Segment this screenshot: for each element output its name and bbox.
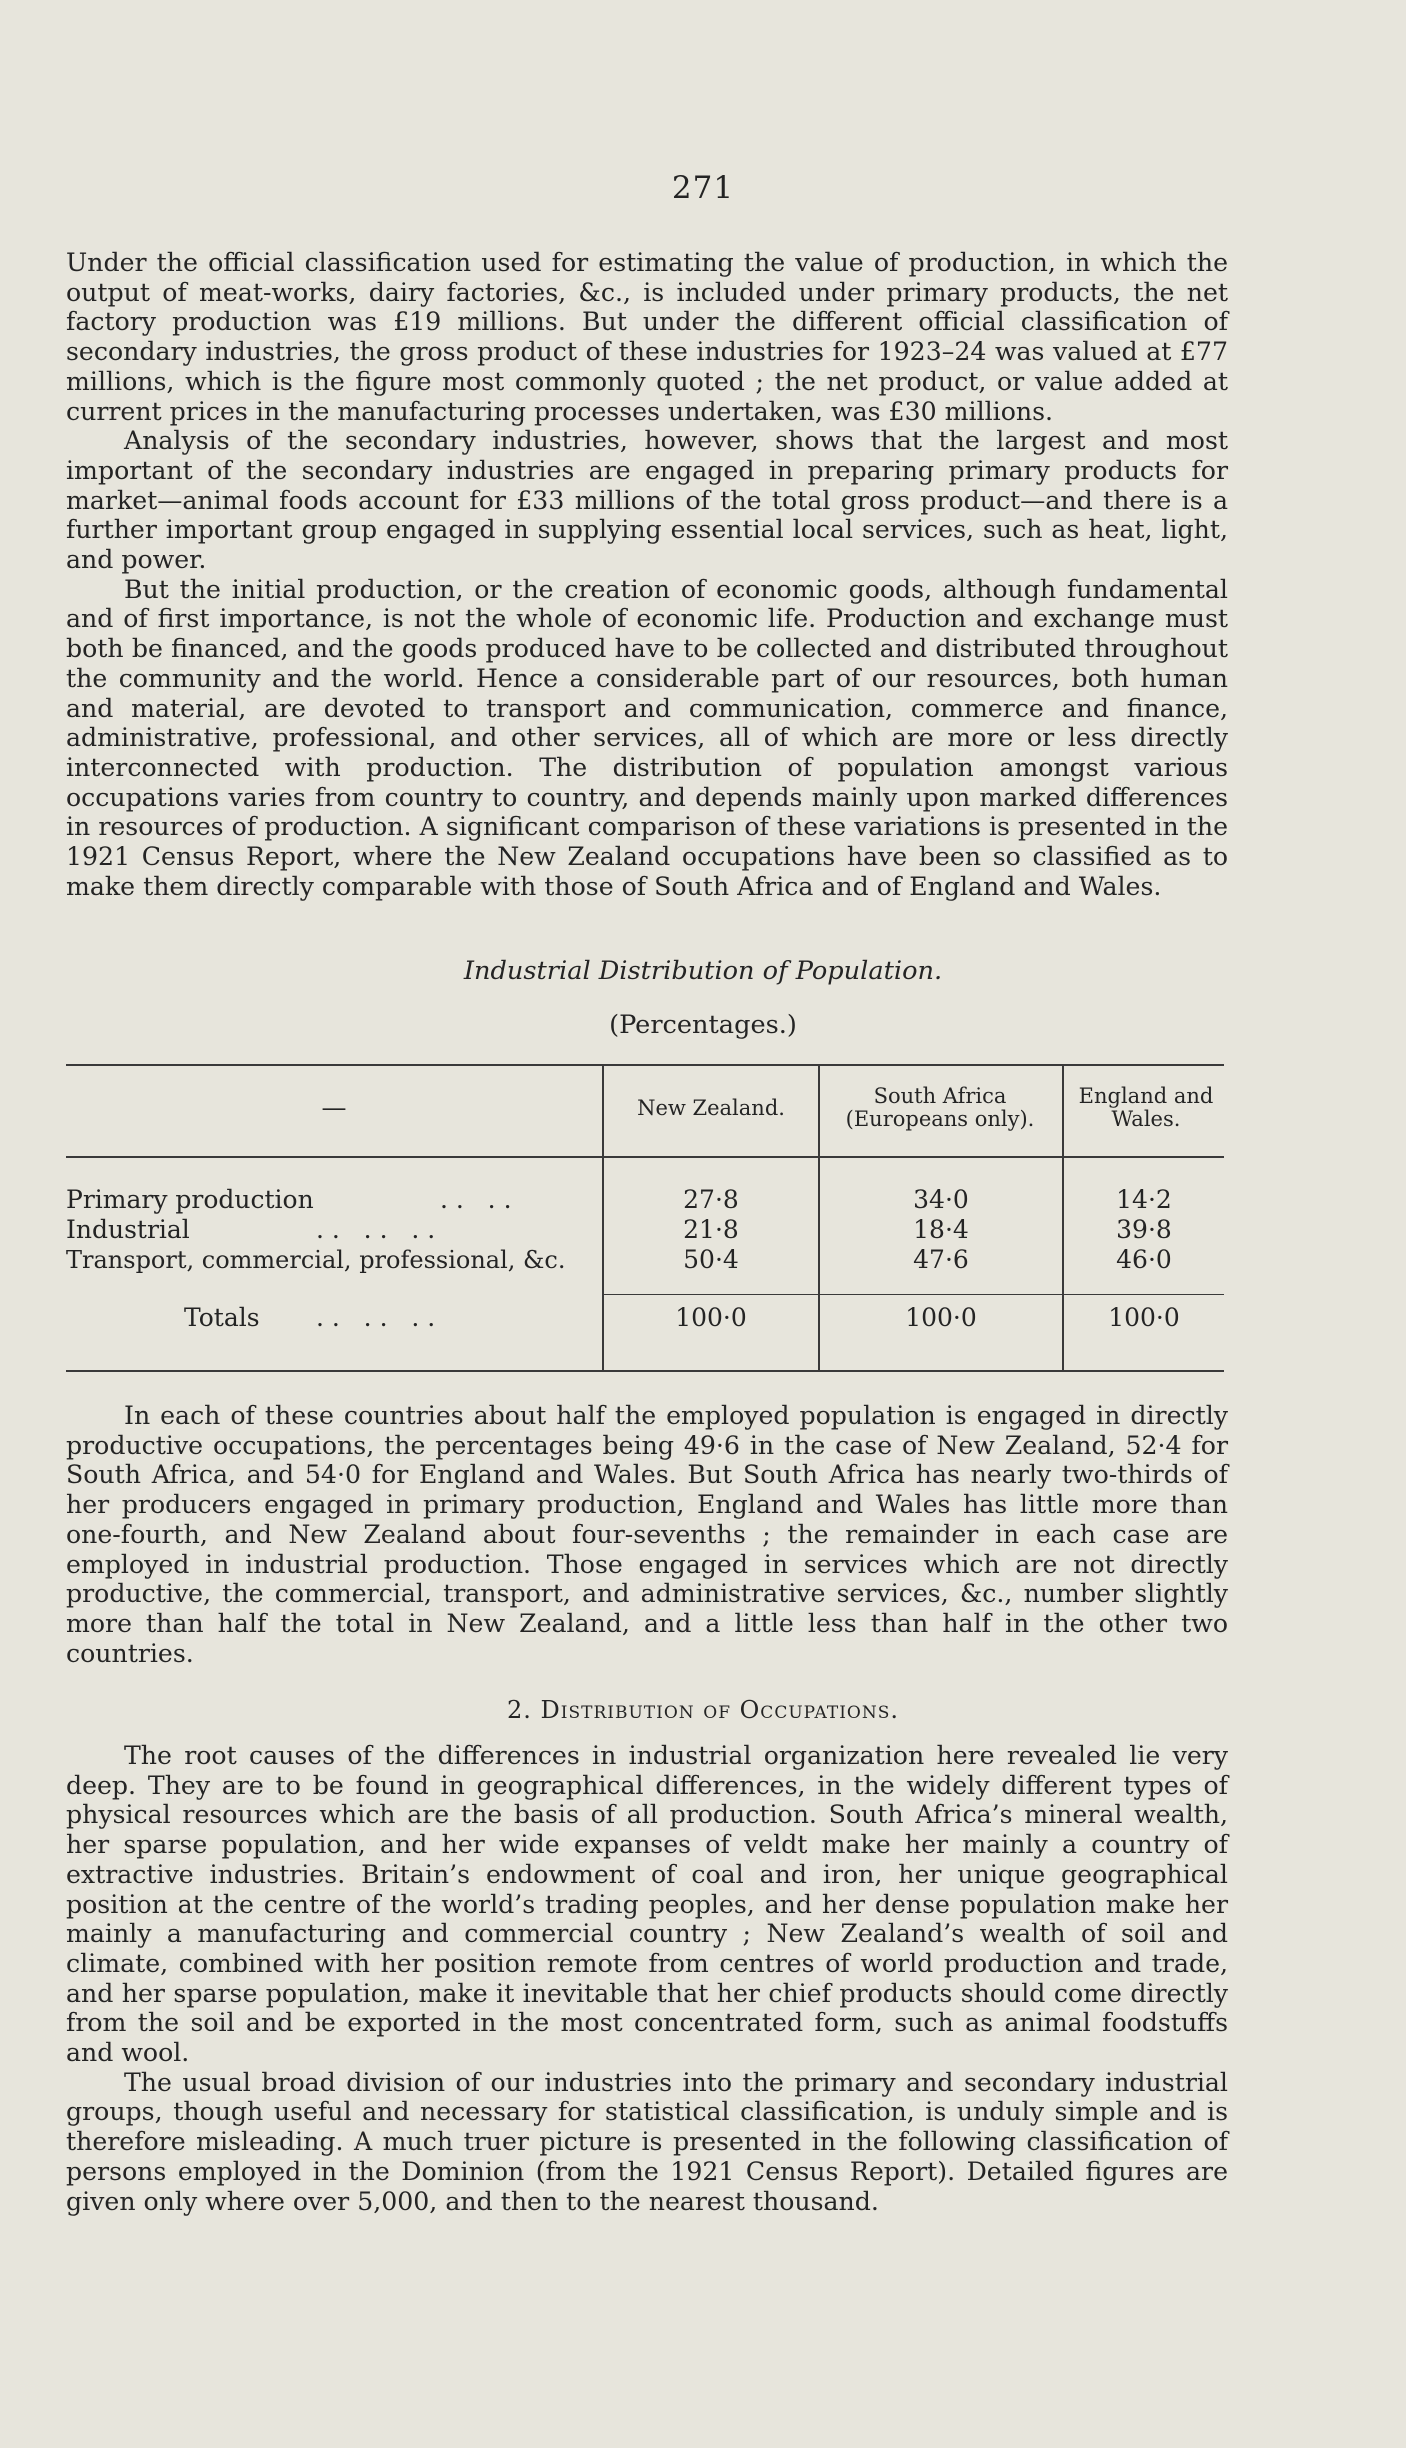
column-header-england-wales: England and Wales.	[1078, 1084, 1214, 1131]
intro-text	[66, 248, 1228, 901]
value-new-zealand: 27·8	[683, 1185, 739, 1214]
table-rule-header	[66, 1156, 1224, 1158]
column-header-new-zealand: New Zealand.	[637, 1096, 785, 1120]
table-title: Industrial Distribution of Population.	[463, 956, 943, 986]
row-label: Industrial	[66, 1215, 190, 1244]
total-south-africa: 100·0	[905, 1303, 977, 1332]
value-england-wales: 14·2	[1116, 1185, 1172, 1214]
table-subtitle: (Percentages.)	[609, 1010, 797, 1040]
value-south-africa: 47·6	[913, 1245, 969, 1274]
total-new-zealand: 100·0	[675, 1303, 747, 1332]
paragraph: The usual broad division of our industries into the primary and secondary industrial groups, though useful and necessary for statistical classification, is unduly simple and is therefore misleading. A much truer picture is presented in the following classification of persons employed in the Dominion (from the 1921 Census Report). Detailed figures are given only where over 5,000, and then to the nearest thousand.	[66, 2067, 1228, 2216]
section-text	[66, 1741, 1228, 2216]
section-heading: 2. Distribution of Occupations.	[506, 1696, 900, 1724]
paragraph: But the initial production, or the creation of economic goods, although fundamental and of first importance, is not the whole of economic life. Production and exchange must both be financed, and the goods produced have to be collected and distributed throughout the community and the world. Hence a considerable part of our resources, both human and material, are devoted to transport and communication, commerce and finance, administrative, professional, and other services, all of which are more or less directly interconnected with production. The distribution of population amongst various occupations varies from country to country, and depends mainly upon marked differences in resources of production. A significant comparison of these variations is presented in the 1921 Census Report, where the New Zealand occupations have been so classified as to make them directly comparable with those of South Africa and of England and Wales.	[66, 574, 1228, 901]
column-header-south-africa: South Africa (Europeans only).	[845, 1084, 1035, 1131]
table-corner: —	[321, 1093, 347, 1122]
value-england-wales: 46·0	[1116, 1245, 1172, 1274]
value-south-africa: 34·0	[913, 1185, 969, 1214]
leader-dots: . . . .	[440, 1185, 512, 1214]
paragraph: The root causes of the differences in industrial organization here revealed lie very deep. They are to be found in geographical differences, in the widely different types of physical resources which are the basis of all production. South Africa’s mineral wealth, her sparse population, and her wide expanses of veldt make her mainly a country of extractive industries. Britain’s endowment of coal and iron, her unique geographical position at the centre of the world’s trading peoples, and her dense population make her mainly a manufacturing and commercial country ; New Zealand’s wealth of soil and climate, combined with her position remote from centres of world production and trade, and her sparse population, make it inevitable that her chief products should come directly from the soil and be exported in the most concentrated form, such as animal foodstuffs and wool.	[66, 1741, 1228, 2068]
page-number: 271	[671, 170, 735, 206]
paragraph: Analysis of the secondary industries, however, shows that the largest and most important of the secondary industries are engaged in preparing primary products for market—animal foods account for £33 millions of the total gross product—and there is a further important group engaged in supplying essential local services, such as heat, light, and power.	[66, 426, 1228, 575]
table-rule-totals	[604, 1294, 1224, 1295]
value-south-africa: 18·4	[913, 1215, 969, 1244]
table-rule-top	[66, 1064, 1224, 1066]
row-label: Primary production	[66, 1185, 314, 1214]
value-england-wales: 39·8	[1116, 1215, 1172, 1244]
paragraph: Under the official classification used for estimating the value of production, in which the output of meat-works, dairy factories, &c., is included under primary products, the net factory production was £19 millions. But under the different official classification of secondary industries, the gross product of these industries for 1923–24 was valued at £77 millions, which is the figure most commonly quoted ; the net product, or value added at current prices in the manufacturing processes undertaken, was £30 millions.	[66, 248, 1228, 426]
row-label: Transport, commercial, professional, &c.	[66, 1246, 566, 1274]
totals-label: Totals	[184, 1303, 260, 1332]
value-new-zealand: 50·4	[683, 1245, 739, 1274]
after-table-text	[66, 1401, 1228, 1668]
value-new-zealand: 21·8	[683, 1215, 739, 1244]
paragraph: In each of these countries about half the employed population is engaged in directly productive occupations, the percentages being 49·6 in the case of New Zealand, 52·4 for South Africa, and 54·0 for England and Wales. But South Africa has nearly two-thirds of her producers engaged in primary production, England and Wales has little more than one-fourth, and New Zealand about four-sevenths ; the remainder in each case are employed in industrial production. Those engaged in services which are not directly productive, the commercial, transport, and administrative services, &c., number slightly more than half the total in New Zealand, and a little less than half in the other two countries.	[66, 1401, 1228, 1668]
leader-dots: . . . . . .	[316, 1215, 436, 1244]
total-england-wales: 100·0	[1108, 1303, 1180, 1332]
table-rule-bottom	[66, 1370, 1224, 1372]
leader-dots: . . . . . .	[316, 1303, 436, 1332]
